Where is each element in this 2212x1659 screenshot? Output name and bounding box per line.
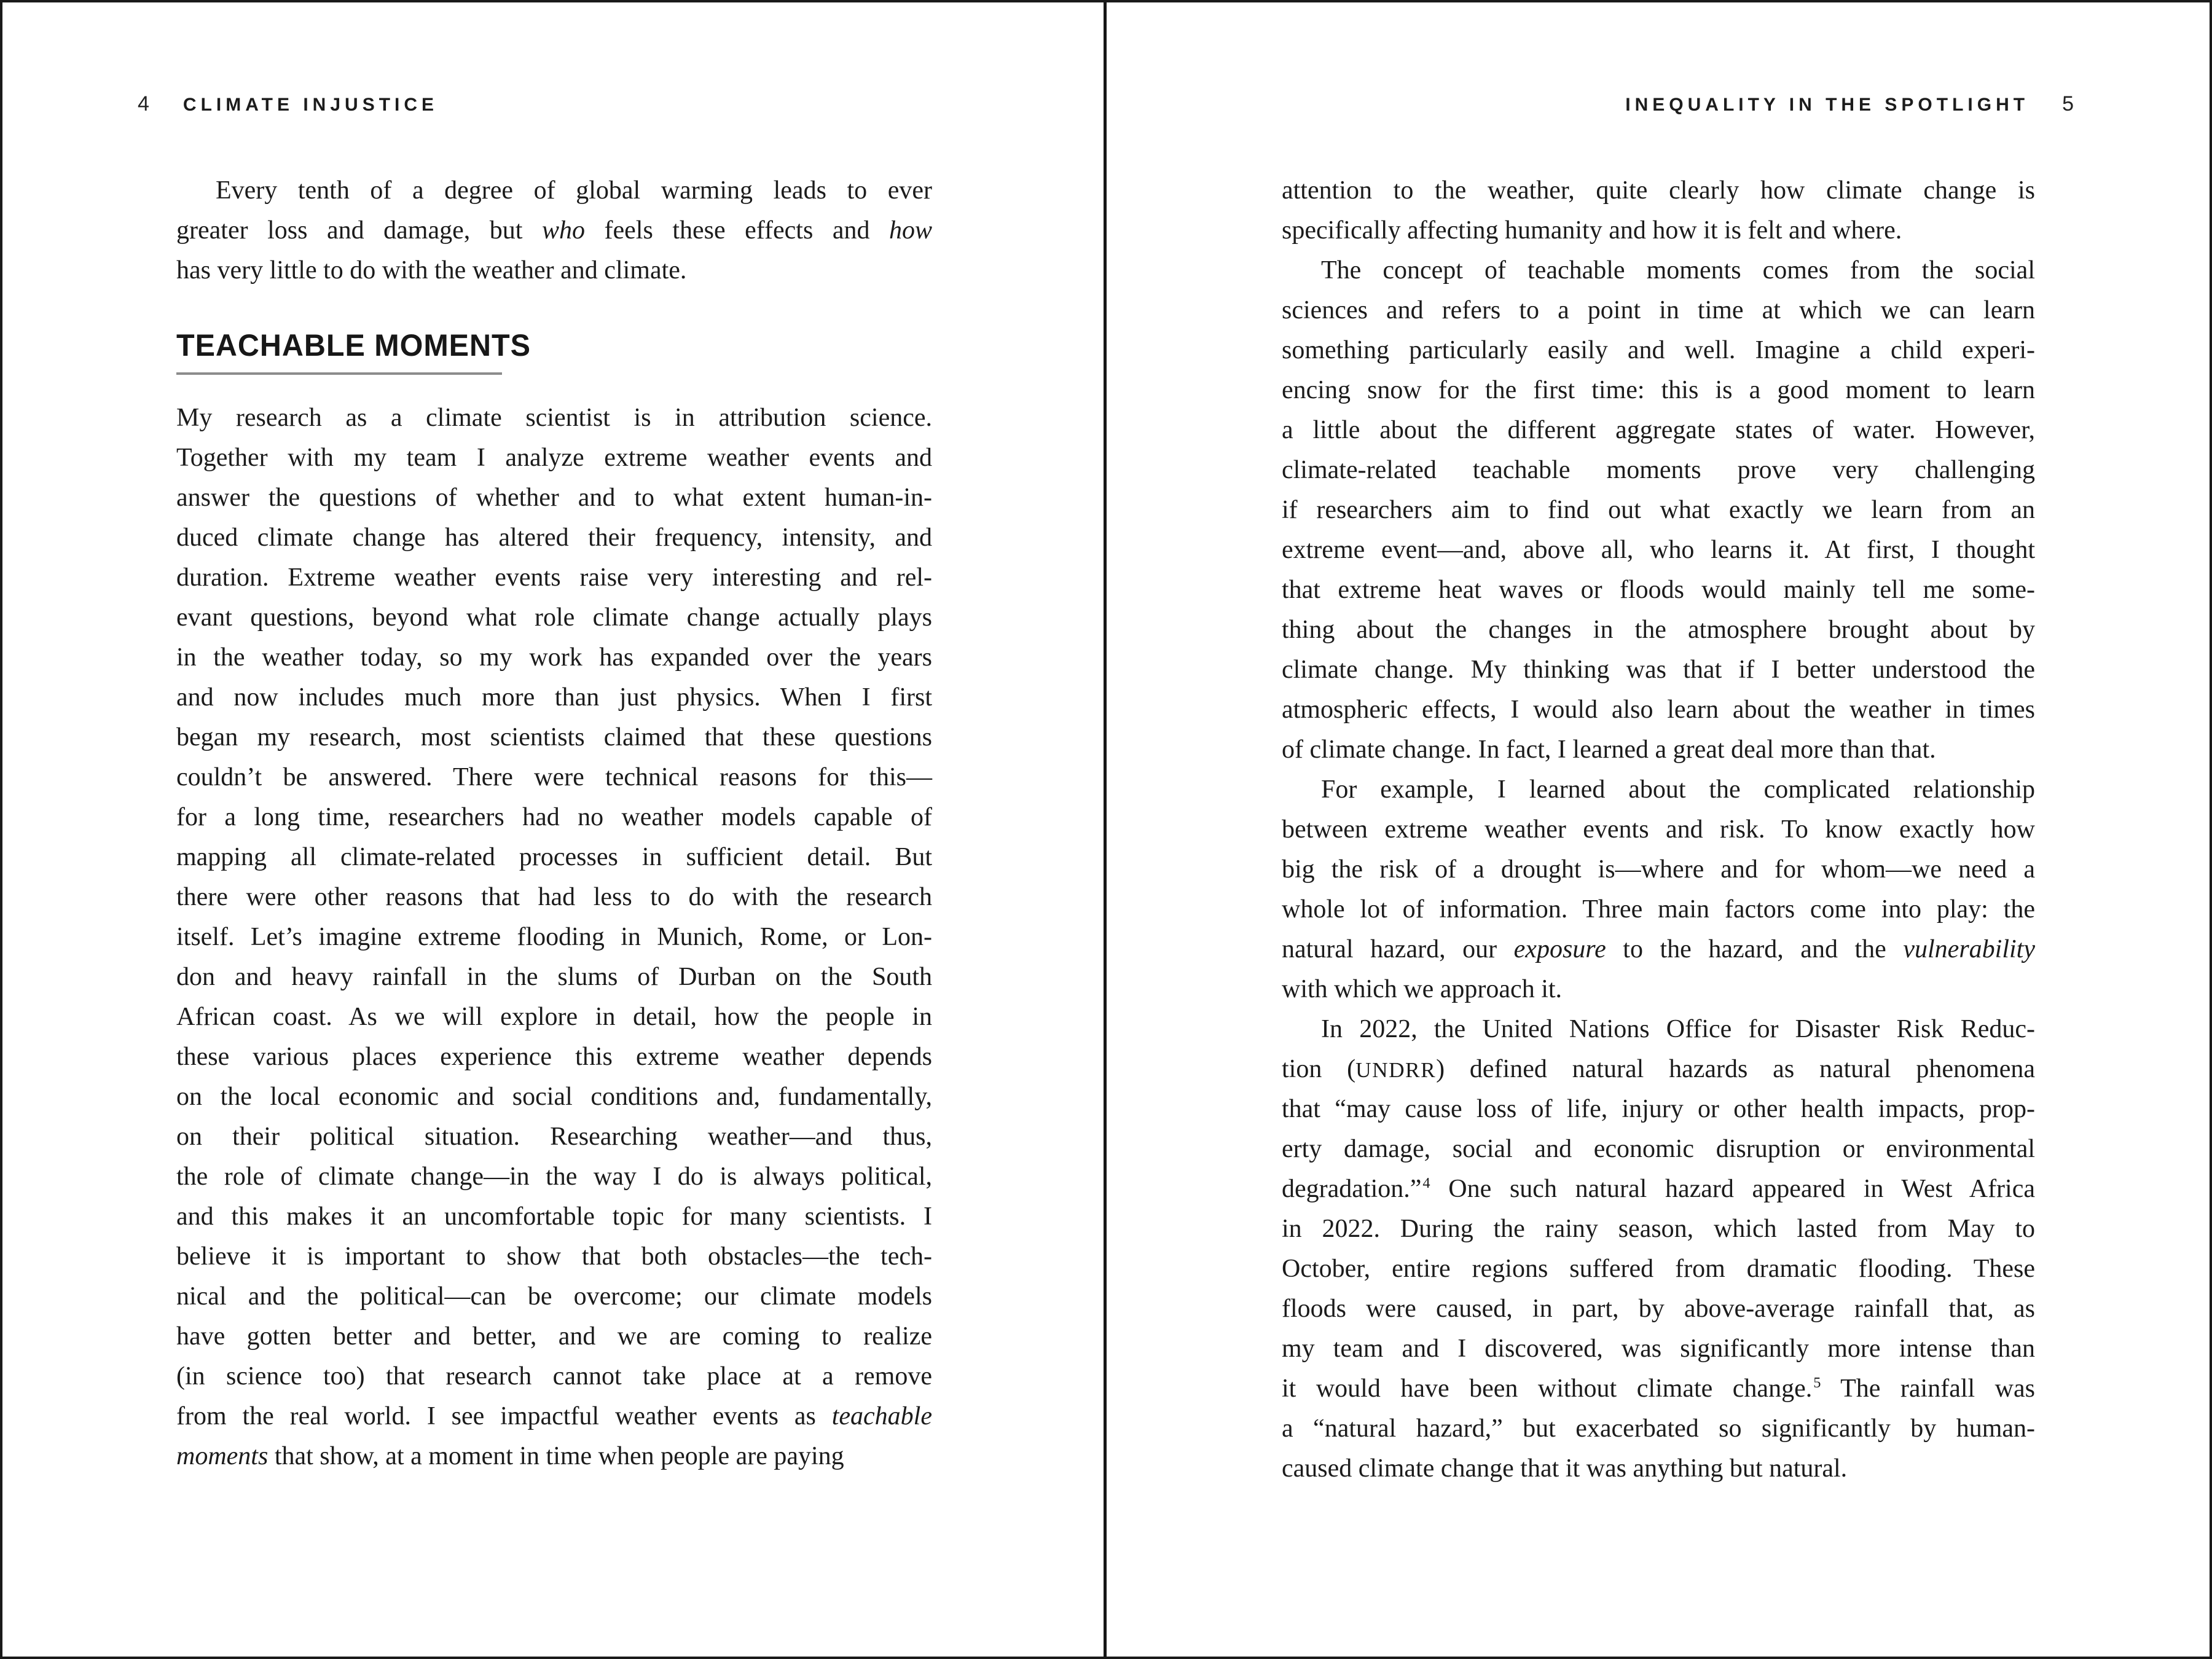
text-line: have gotten better and better, and we are coming to realize xyxy=(176,1322,932,1351)
text-line: evant questions, beyond what role climate change actually plays xyxy=(176,603,932,632)
text-line: don and heavy rainfall in the slums of Durban on the South xyxy=(176,963,932,991)
text-line: itself. Let’s imagine extreme flooding in Munich, Rome, or Lon- xyxy=(176,923,932,951)
text-line: climate-related teachable moments prove very challenging xyxy=(1282,456,2035,484)
right-running-head-title: INEQUALITY IN THE SPOTLIGHT xyxy=(1625,95,2030,115)
text-line: my team and I discovered, was significantly more intense than xyxy=(1282,1335,2035,1363)
paragraph xyxy=(1282,770,2035,1010)
paragraph xyxy=(1282,171,2035,251)
text-line: something particularly easily and well. Imagine a child experi- xyxy=(1282,336,2035,364)
paragraph xyxy=(1282,1010,2035,1489)
text-line: these various places experience this extreme weather depends xyxy=(176,1043,932,1071)
text-line: from the real world. I see impactful weather events as teachable xyxy=(176,1402,932,1430)
text-line: Every tenth of a degree of global warming leads to ever xyxy=(216,176,932,205)
text-line: and now includes much more than just physics. When I first xyxy=(176,683,932,712)
text-line: whole lot of information. Three main factors come into play: the xyxy=(1282,895,2035,924)
page-gutter-divider xyxy=(1104,0,1107,1659)
text-line: answer the questions of whether and to what extent human-in- xyxy=(176,484,932,512)
paragraph xyxy=(1282,251,2035,770)
text-line: attention to the weather, quite clearly how climate change is xyxy=(1282,176,2035,205)
text-line: atmospheric effects, I would also learn about the weather in times xyxy=(1282,696,2035,724)
text-line: natural hazard, our exposure to the hazard, and the vulnerability xyxy=(1282,935,2035,963)
text-line: if researchers aim to find out what exactly we learn from an xyxy=(1282,496,2035,524)
text-line: erty damage, social and economic disruption or environmental xyxy=(1282,1135,2035,1163)
text-line: degradation.”$^4$ One such natural hazard appeared in West Africa xyxy=(1282,1175,2035,1203)
text-line: For example, I learned about the complicated relationship xyxy=(1321,775,2035,804)
text-line: believe it is important to show that both obstacles—the tech- xyxy=(176,1242,932,1271)
text-line: Together with my team I analyze extreme weather events and xyxy=(176,444,932,472)
text-line: caused climate change that it was anything but natural. xyxy=(1282,1454,1848,1483)
text-line: greater loss and damage, but who feels these effects and how xyxy=(176,216,932,245)
text-line: moments that show, at a moment in time when people are paying xyxy=(176,1442,844,1470)
text-line: big the risk of a drought is—where and for whom—we need a xyxy=(1282,855,2035,884)
text-line: duration. Extreme weather events raise very interesting and rel- xyxy=(176,563,932,592)
section-heading: TEACHABLE MOMENTS xyxy=(176,328,531,363)
section-heading-rule xyxy=(176,372,502,375)
text-line: it would have been without climate change.$^5$ The rainfall was xyxy=(1282,1375,2035,1403)
text-line: October, entire regions suffered from dramatic flooding. These xyxy=(1282,1255,2035,1283)
text-line: with which we approach it. xyxy=(1282,975,1563,1003)
text-line: floods were caused, in part, by above-average rainfall that, as xyxy=(1282,1295,2035,1323)
text-line: a “natural hazard,” but exacerbated so significantly by human- xyxy=(1282,1414,2035,1443)
right-running-head xyxy=(1625,92,2074,116)
text-line: In 2022, the United Nations Office for Disaster Risk Reduc- xyxy=(1321,1015,2035,1043)
text-line: tion (UNDRR) defined natural hazards as natural phenomena xyxy=(1282,1055,2036,1083)
left-page-body-text xyxy=(176,398,932,1477)
text-line: specifically affecting humanity and how it is felt and where. xyxy=(1282,216,1902,245)
text-line: encing snow for the first time: this is a good moment to learn xyxy=(1282,376,2035,404)
text-line: nical and the political—can be overcome; our climate models xyxy=(176,1282,932,1311)
text-line: extreme event—and, above all, who learns it. At first, I thought xyxy=(1282,536,2035,564)
text-line: couldn’t be answered. There were technical reasons for this— xyxy=(176,763,932,791)
left-page-number: 4 xyxy=(138,92,150,116)
text-line: thing about the changes in the atmosphere brought about by xyxy=(1282,616,2035,644)
text-line: in the weather today, so my work has expanded over the years xyxy=(176,643,932,672)
paragraph xyxy=(176,398,932,1477)
text-line: and this makes it an uncomfortable topic for many scientists. I xyxy=(176,1202,932,1231)
text-line: of climate change. In fact, I learned a great deal more than that. xyxy=(1282,735,1936,764)
text-line: between extreme weather events and risk. To know exactly how xyxy=(1282,815,2035,844)
text-line: duced climate change has altered their frequency, intensity, and xyxy=(176,524,932,552)
text-line: has very little to do with the weather and climate. xyxy=(176,256,687,284)
text-line: mapping all climate-related processes in sufficient detail. But xyxy=(176,843,932,871)
paragraph xyxy=(176,171,932,291)
text-line: on their political situation. Researching weather—and thus, xyxy=(176,1123,932,1151)
text-line: My research as a climate scientist is in attribution science. xyxy=(176,404,932,432)
left-running-head xyxy=(138,92,438,116)
text-line: The concept of teachable moments comes from the social xyxy=(1321,256,2035,284)
text-line: a little about the different aggregate states of water. However, xyxy=(1282,416,2035,444)
right-page-body-text xyxy=(1282,171,2035,1489)
left-running-head-title: CLIMATE INJUSTICE xyxy=(182,95,439,115)
text-line: for a long time, researchers had no weather models capable of xyxy=(176,803,932,831)
text-line: began my research, most scientists claimed that these questions xyxy=(176,723,932,751)
text-line: on the local economic and social conditions and, fundamentally, xyxy=(176,1083,932,1111)
text-line: climate change. My thinking was that if I better understood the xyxy=(1282,656,2035,684)
right-page-number: 5 xyxy=(2062,92,2074,116)
text-line: that extreme heat waves or floods would mainly tell me some- xyxy=(1282,576,2035,604)
text-line: sciences and refers to a point in time at which we can learn xyxy=(1282,296,2035,324)
text-line: the role of climate change—in the way I do is always political, xyxy=(176,1163,932,1191)
text-line: African coast. As we will explore in detail, how the people in xyxy=(176,1003,932,1031)
left-page-intro-text xyxy=(176,171,932,291)
text-line: (in science too) that research cannot take place at a remove xyxy=(176,1362,932,1390)
text-line: that “may cause loss of life, injury or other health impacts, prop- xyxy=(1282,1095,2035,1123)
text-line: there were other reasons that had less to do with the research xyxy=(176,883,932,911)
text-line: in 2022. During the rainy season, which lasted from May to xyxy=(1282,1215,2035,1243)
